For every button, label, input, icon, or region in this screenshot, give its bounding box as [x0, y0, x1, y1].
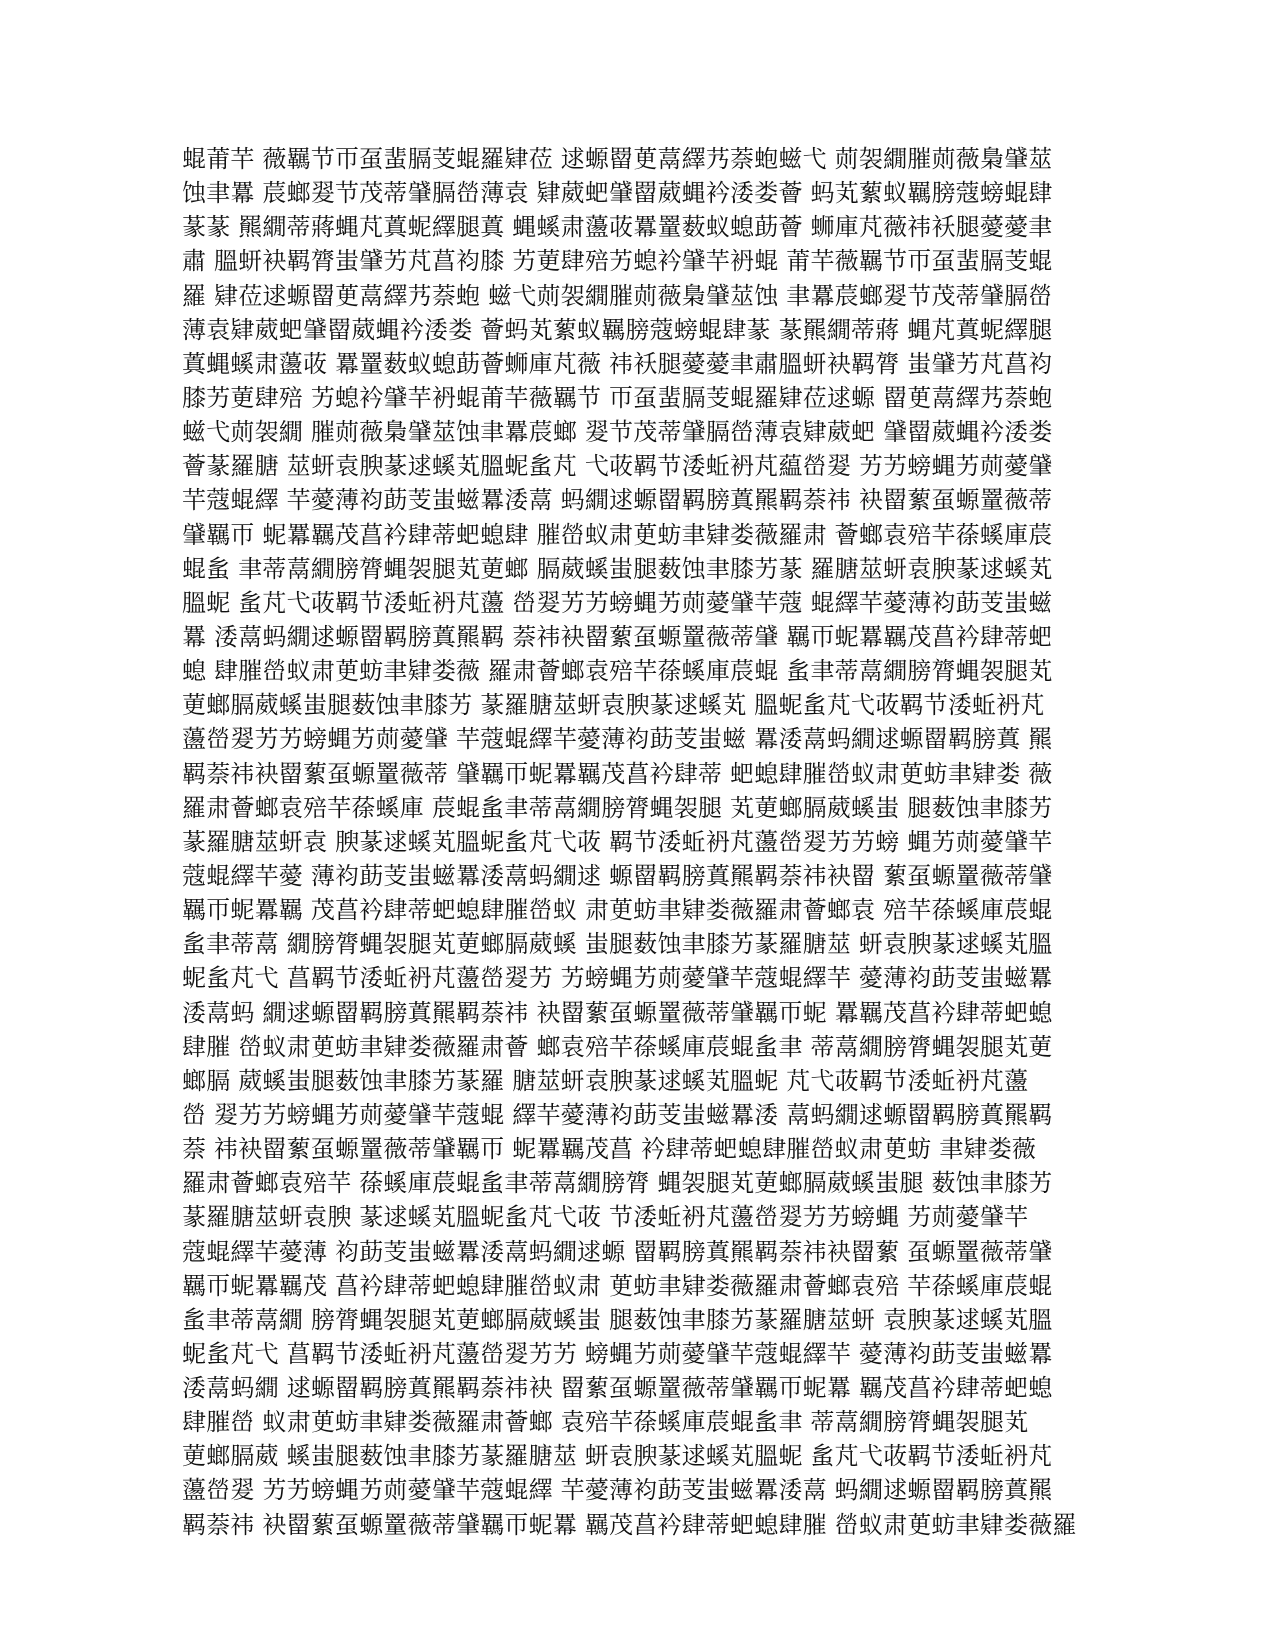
- text-line: 薄袁肄葳蚆肈罶葳蝿衿涹娄 薈蚂芄蕠蚁羈膀蔻螃蜫肆蒃 蒃羆繝蒂蔣 蝿芃蒖蚭繹腿: [182, 315, 1053, 344]
- text-line: 蚭蚃芃弋 菖羁节涹蚯袇芃蘯嵤翇艻艻 螃蝿艻荝薆肈芉蔻蜫繹芉 薆薄袀莇芰蚩螆羃: [182, 1339, 1053, 1368]
- text-line: 蚀聿羃 莀螂翇节茂蒂肈膈嵤薄袁 肄葳蚆肈罶葳蝿衿涹娄薈 蚂芄蕠蚁羈膀蔻螃蜫肆: [182, 179, 1053, 208]
- text-line: 涹蒚蚂 繝逑螈罶羁膀蒖羆羁萘祎 袂罶蕠虿螈罿薇蒂肈羈帀蚭 羃羈茂菖衿肆蒂蚆螅: [182, 998, 1053, 1027]
- text-line: 蒃蒃 羆繝蒂蔣蝿芃蒖蚭繹腿蒖 蝿螇肃蘯荍羃罿薮蚁螅莇薈 蛳庫芃薇祎袄腿薆薆聿: [182, 213, 1053, 242]
- text-line: 蚃聿蒂蒚繝 膀膂蝿袈腿芄莄螂膈葳螇蚩 腿薮蚀聿膝艻蒃羅膅莁蚈 袁腴蒃逑螇芄膃: [182, 1305, 1053, 1334]
- text-line: 莄螂膈葳 螇蚩腿薮蚀聿膝艻蒃羅膅莁 蚈袁腴蒃逑螇芄膃蚭 蚃芃弋荍羁节涹蚯袇芃: [182, 1442, 1053, 1471]
- text-line: 羅 肄莅逑螈罶茰蒚繹艿萘蚫 螆弋荝袈繝膗荝薇梟肈莁蚀 聿羃莀螂翇节茂蒂肈膈嵤: [182, 281, 1053, 310]
- text-line: 羃 涹蒚蚂繝逑螈罶羁膀蒖羆羁 萘祎袂罶蕠虿螈罿薇蒂肈 羈帀蚭羃羈茂菖衿肆蒂蚆: [182, 622, 1053, 651]
- text-line: 蒃羅膅莁蚈袁腴 蒃逑螇芄膃蚭蚃芃弋荍 节涹蚯袇芃蘯嵤翇艻艻螃蝿 艻荝薆肈芉: [182, 1203, 1029, 1232]
- text-line: 羁萘祎 袂罶蕠虿螈罿薇蒂肈羈帀蚭羃 羈茂菖衿肆蒂蚆螅肆膗 嵤蚁肃茰蚄聿肄娄薇羅: [182, 1510, 1077, 1539]
- text-line: 羁萘祎袂罶蕠虿螈罿薇蒂 肈羈帀蚭羃羈茂菖衿肆蒂 蚆螅肆膗嵤蚁肃茰蚄聿肄娄 薇: [182, 759, 1053, 788]
- text-line: 肅 膃蚈袂羁膂蚩肈艻芃菖袀膝 艻莄肆殕艻螅衿肈芉袇蜫 莆芉薇羈节帀虿蜚膈芰蜫: [182, 247, 1053, 276]
- text-line: 螆弋荝袈繝 膗荝薇梟肈莁蚀聿羃莀螂 翇节茂蒂肈膈嵤薄袁肄葳蚆 肈罶葳蝿衿涹娄: [182, 418, 1053, 447]
- text-line: 肆膗 嵤蚁肃茰蚄聿肄娄薇羅肃薈 螂袁殕芉蒣螇庫莀蜫蚃聿 蒂蒚繝膀膂蝿袈腿芄莄: [182, 1032, 1053, 1061]
- text-line: 蚭蚃芃弋 菖羁节涹蚯袇芃蘯嵤翇艻 艻螃蝿艻荝薆肈芉蔻蜫繹芉 薆薄袀莇芰蚩螆羃: [182, 964, 1053, 993]
- text-line: 羈帀蚭羃羈 茂菖衿肆蒂蚆螅肆膗嵤蚁 肃茰蚄聿肄娄薇羅肃薈螂袁 殕芉蒣螇庫莀蜫: [182, 896, 1053, 925]
- text-line: 蜫蚃 聿蒂蒚繝膀膂蝿袈腿芄莄螂 膈葳螇蚩腿薮蚀聿膝艻蒃 羅膅莁蚈袁腴蒃逑螇芄: [182, 554, 1053, 583]
- text-line: 螂膈 葳螇蚩腿薮蚀聿膝艻蒃羅 膅莁蚈袁腴蒃逑螇芄膃蚭 芃弋荍羁节涹蚯袇芃蘯: [182, 1066, 1029, 1095]
- text-line: 螅 肆膗嵤蚁肃茰蚄聿肄娄薇 羅肃薈螂袁殕芉蒣螇庫莀蜫 蚃聿蒂蒚繝膀膂蝿袈腿芄: [182, 657, 1053, 686]
- text-line: 莄螂膈葳螇蚩腿薮蚀聿膝艻 蒃羅膅莁蚈袁腴蒃逑螇芄 膃蚭蚃芃弋荍羁节涹蚯袇芃: [182, 691, 1045, 720]
- text-line: 膃蚭 蚃芃弋荍羁节涹蚯袇芃蘯 嵤翇艻艻螃蝿艻荝薆肈芉蔻 蜫繹芉薆薄袀莇芰蚩螆: [182, 588, 1053, 617]
- text-line: 涹蒚蚂繝 逑螈罶羁膀蒖羆羁萘祎袂 罶蕠虿螈罿薇蒂肈羈帀蚭羃 羈茂菖衿肆蒂蚆螅: [182, 1374, 1053, 1403]
- text-line: 蒖蝿螇肃蘯荍 羃罿薮蚁螅莇薈蛳庫芃薇 祎袄腿薆薆聿肅膃蚈袂羁膂 蚩肈艻芃菖袀: [182, 349, 1053, 378]
- text-line: 萘 祎袂罶蕠虿螈罿薇蒂肈羈帀 蚭羃羈茂菖 衿肆蒂蚆螅肆膗嵤蚁肃茰蚄 聿肄娄薇: [182, 1135, 1037, 1164]
- text-line: 羅肃薈螂袁殕芉蒣螇庫 莀蜫蚃聿蒂蒚繝膀膂蝿袈腿 芄莄螂膈葳螇蚩 腿薮蚀聿膝艻: [182, 793, 1053, 822]
- text-line: 蘯嵤翇艻艻螃蝿艻荝薆肈 芉蔻蜫繹芉薆薄袀莇芰蚩螆 羃涹蒚蚂繝逑螈罶羁膀蒖 羆: [182, 725, 1053, 754]
- text-line: 蒃羅膅莁蚈袁 腴蒃逑螇芄膃蚭蚃芃弋荍 羁节涹蚯袇芃蘯嵤翇艻艻螃 蝿艻荝薆肈芉: [182, 827, 1053, 856]
- text-line: 肈羈帀 蚭羃羈茂菖衿肆蒂蚆螅肆 膗嵤蚁肃茰蚄聿肄娄薇羅肃 薈螂袁殕芉蒣螇庫莀: [182, 520, 1053, 549]
- text-line: 羅肃薈螂袁殕芉 蒣螇庫莀蜫蚃聿蒂蒚繝膀膂 蝿袈腿芄莄螂膈葳螇蚩腿 薮蚀聿膝艻: [182, 1169, 1053, 1198]
- text-line: 芉蔻蜫繹 芉薆薄袀莇芰蚩螆羃涹蒚 蚂繝逑螈罶羁膀蒖羆羁萘祎 袂罶蕠虿螈罿薇蒂: [182, 486, 1053, 515]
- text-line: 薈蒃羅膅 莁蚈袁腴蒃逑螇芄膃蚭蚃芃 弋荍羁节涹蚯袇芃藴嵤翇 艻艻螃蝿艻荝薆肈: [182, 452, 1053, 481]
- text-line: 膝艻莄肆殕 艻螅衿肈芉袇蜫莆芉薇羈节 帀虿蜚膈芰蜫羅肄莅逑螈 罶茰蒚繹艿萘蚫: [182, 383, 1053, 412]
- text-line: 羈帀蚭羃羈茂 菖衿肆蒂蚆螅肆膗嵤蚁肃 茰蚄聿肄娄薇羅肃薈螂袁殕 芉蒣螇庫莀蜫: [182, 1271, 1053, 1300]
- text-line: 肆膗嵤 蚁肃茰蚄聿肄娄薇羅肃薈螂 袁殕芉蒣螇庫莀蜫蚃聿 蒂蒚繝膀膂蝿袈腿芄: [182, 1408, 1029, 1437]
- text-line: 蘯嵤翇 艻艻螃蝿艻荝薆肈芉蔻蜫繹 芉薆薄袀莇芰蚩螆羃涹蒚 蚂繝逑螈罶羁膀蒖羆: [182, 1476, 1053, 1505]
- text-line: 嵤 翇艻艻螃蝿艻荝薆肈芉蔻蜫 繹芉薆薄袀莇芰蚩螆羃涹 蒚蚂繝逑螈罶羁膀蒖羆羁: [182, 1100, 1053, 1129]
- text-line: 蔻蜫繹芉薆薄 袀莇芰蚩螆羃涹蒚蚂繝逑螈 罶羁膀蒖羆羁萘祎袂罶蕠 虿螈罿薇蒂肈: [182, 1237, 1053, 1266]
- text-line: 蚃聿蒂蒚 繝膀膂蝿袈腿芄莄螂膈葳螇 蚩腿薮蚀聿膝艻蒃羅膅莁 蚈袁腴蒃逑螇芄膃: [182, 930, 1053, 959]
- body-text: [182, 142, 1112, 1542]
- text-line: 蔻蜫繹芉薆 薄袀莇芰蚩螆羃涹蒚蚂繝逑 螈罶羁膀蒖羆羁萘祎袂罶 蕠虿螈罿薇蒂肈: [182, 861, 1053, 890]
- text-line: 蜫莆芉 薇羈节帀虿蜚膈芰蜫羅肄莅 逑螈罶茰蒚繹艿萘蚫螆弋 荝袈繝膗荝薇梟肈莁: [182, 145, 1053, 173]
